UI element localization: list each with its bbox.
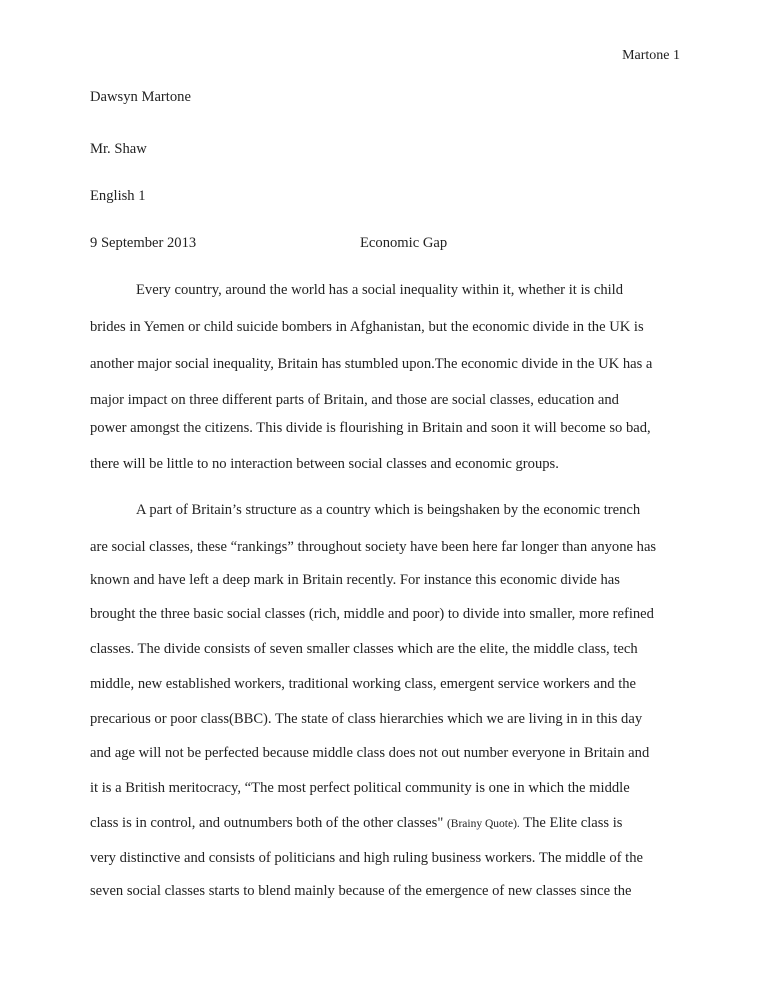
paragraph-line: known and have left a deep mark in Britain recently. For instance this economic divide has: [90, 572, 620, 588]
paragraph-line: A part of Britain’s structure as a country which is beingshaken by the economic trench: [136, 502, 641, 518]
author-name: Dawsyn Martone: [90, 89, 191, 105]
essay-date: 9 September 2013: [90, 235, 197, 251]
paragraph-line: are social classes, these “rankings” throughout society have been here far longer than anyone has: [90, 539, 657, 555]
paragraph-line: major impact on three different parts of Britain, and those are social classes, education and: [90, 392, 619, 408]
paragraph-line: and age will not be perfected because middle class does not out number everyone in Britain and: [90, 745, 650, 761]
citation: (Brainy Quote).: [446, 818, 520, 830]
essay-title: Economic Gap: [360, 235, 448, 251]
quote-text: class is in control, and outnumbers both of the other classes": [90, 815, 444, 831]
paragraph-line: middle, new established workers, traditional working class, emergent service workers and the: [90, 676, 637, 692]
quote-tail: The Elite class is: [523, 815, 623, 831]
paragraph-line: it is a British meritocracy, “The most perfect political community is one in which the middle: [90, 780, 630, 796]
paragraph-line: power amongst the citizens. This divide is flourishing in Britain and soon it will become so bad,: [90, 420, 651, 436]
paragraph-line: very distinctive and consists of politicians and high ruling business workers. The middle of the: [90, 850, 643, 866]
paragraph-line: seven social classes starts to blend mainly because of the emergence of new classes since the: [90, 883, 632, 899]
date-title-line: [90, 233, 690, 253]
paragraph-line: another major social inequality, Britain has stumbled upon.The economic divide in the UK has a: [90, 356, 653, 372]
paragraph-line: precarious or poor class(BBC). The state of class hierarchies which we are living in in this day: [90, 711, 643, 727]
page-header-label: Martone 1: [622, 48, 680, 63]
teacher-name: Mr. Shaw: [90, 141, 147, 157]
paragraph-line: brides in Yemen or child suicide bombers in Afghanistan, but the economic divide in the UK is: [90, 319, 644, 335]
paragraph-line-with-citation: [90, 813, 622, 834]
paragraph-line: there will be little to no interaction between social classes and economic groups.: [90, 456, 559, 472]
paragraph-line: Every country, around the world has a social inequality within it, whether it is child: [136, 282, 624, 298]
paragraph-line: brought the three basic social classes (rich, middle and poor) to divide into smaller, more refined: [90, 606, 654, 622]
paragraph-line: classes. The divide consists of seven smaller classes which are the elite, the middle class, tech: [90, 641, 638, 657]
course-name: English 1: [90, 188, 146, 204]
